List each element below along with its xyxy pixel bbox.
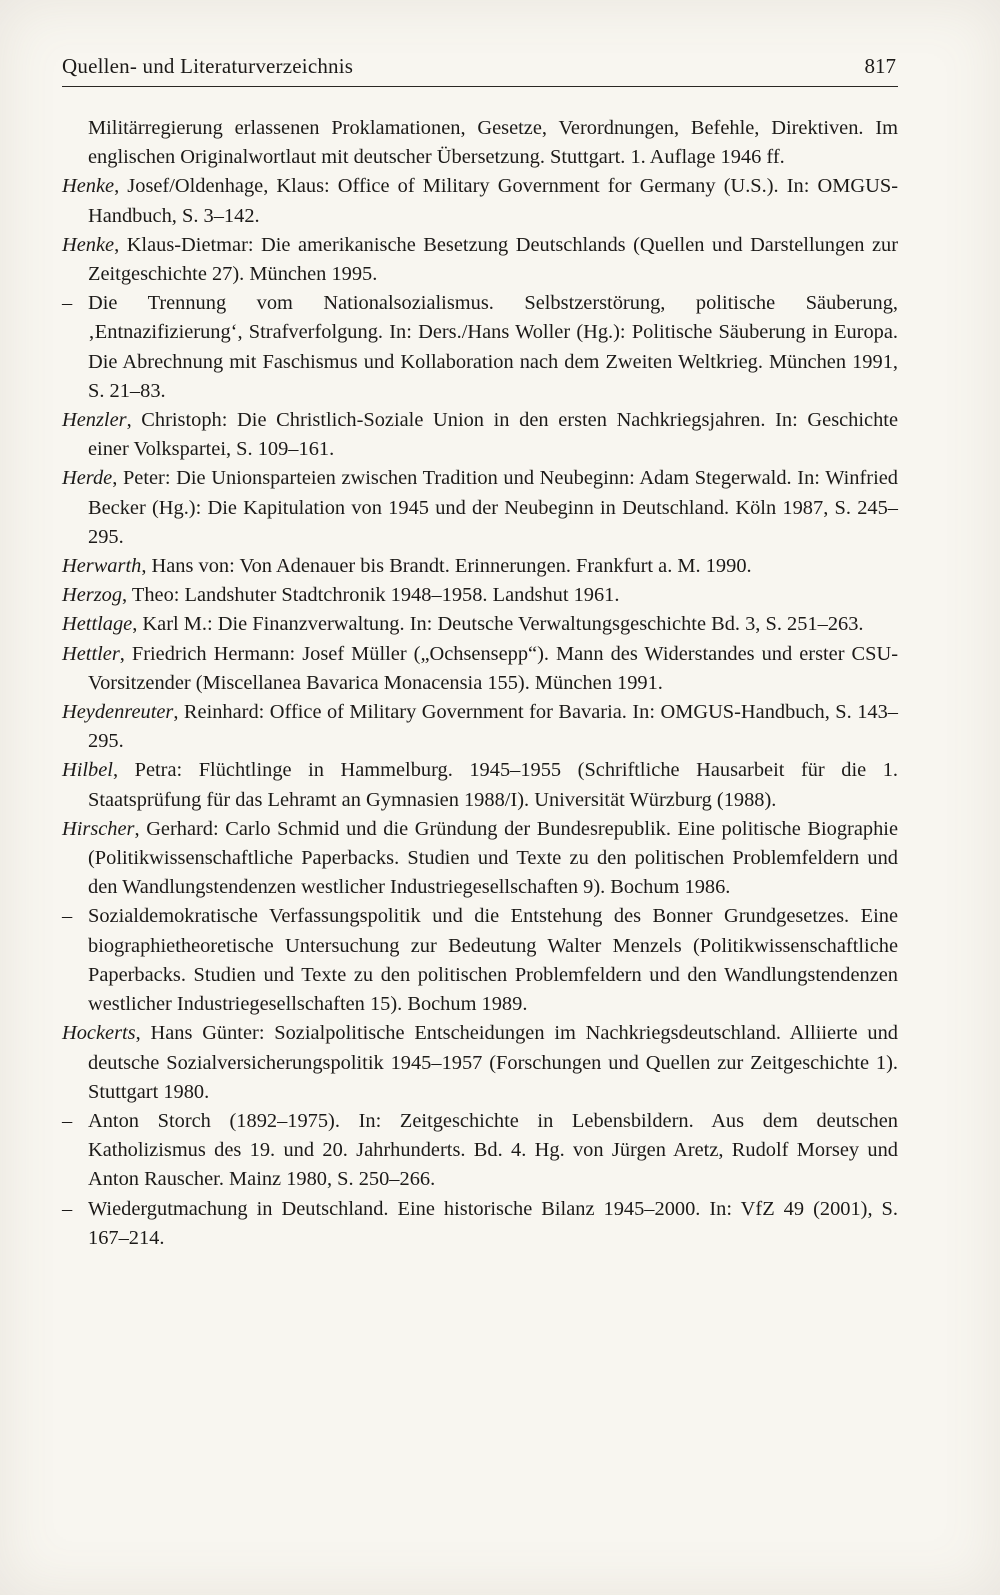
entry-author: Hockerts	[62, 1022, 136, 1045]
entry-text: Die Trennung vom Nationalsozialismus. Selbstzerstörung, politische Säuberung, ‚Entnazifizierung‘, Strafverfolgung. In: Ders./Hans Woller (Hg.): Politische Säuberung in Europa. Die Abrechnung mit Faschismus und Kollaboration nach dem Zweiten Weltkrieg. München 1991, S. 21–83.	[88, 292, 898, 402]
entry-text: Sozialdemokratische Verfassungspolitik und die Entstehung des Bonner Grundgesetzes. Eine biographietheoretische Untersuchung zur Bedeutung Walter Menzels (Politikwissenschaftliche Paperbacks. Studien und Texte zu den politischen Problemfeldern und den Wandlungstendenzen westlicher Industriegesellschaften 15). Bochum 1989.	[88, 905, 898, 1016]
entry-text: , Hans Günter: Sozialpolitische Entscheidungen im Nachkriegsdeutschland. Alliierte und deutsche Sozialversicherungspolitik 1945–1957 (Forschungen und Quellen zur Zeitgeschichte 1). Stuttgart 1980.	[88, 1022, 898, 1103]
entry-author: Herde	[62, 467, 113, 490]
entry-author: Hilbel	[62, 759, 113, 782]
bibliography-entry	[62, 610, 898, 639]
bibliography-entry	[62, 552, 898, 581]
bibliography-entry	[62, 698, 898, 756]
entry-author: Hettlage	[62, 613, 133, 636]
running-header	[62, 52, 898, 87]
entry-text: Anton Storch (1892–1975). In: Zeitgeschichte in Lebensbildern. Aus dem deutschen Katholizismus des 19. und 20. Jahrhunderts. Bd. 4. Hg. von Jürgen Aretz, Rudolf Morsey und Anton Rauscher. Mainz 1980, S. 250–266.	[88, 1109, 898, 1191]
entry-text: , Theo: Landshuter Stadtchronik 1948–1958. Landshut 1961.	[122, 584, 620, 607]
bibliography-entry	[62, 1019, 898, 1107]
entry-dash: –	[62, 905, 73, 928]
bibliography-entry	[62, 902, 898, 1019]
entry-author: Herzog	[62, 584, 123, 607]
entry-dash: –	[62, 292, 73, 315]
bibliography-entry	[62, 406, 898, 464]
bibliography-entry	[62, 1107, 898, 1195]
entry-text: , Petra: Flüchtlinge in Hammelburg. 1945–1955 (Schriftliche Hausarbeit für die 1. Staatsprüfung für das Lehramt an Gymnasien 1988/I). Universität Würzburg (1988).	[88, 759, 898, 811]
entry-author: Henke	[62, 233, 115, 256]
entry-text: , Josef/Oldenhage, Klaus: Office of Military Government for Germany (U.S.). In: OMGUS-Handbuch, S. 3–142.	[88, 175, 898, 227]
entry-text: , Klaus-Dietmar: Die amerikanische Besetzung Deutschlands (Quellen und Darstellungen zur Zeitgeschichte 27). München 1995.	[88, 233, 898, 286]
entry-text: , Peter: Die Unionsparteien zwischen Tradition und Neubeginn: Adam Stegerwald. In: Winfried Becker (Hg.): Die Kapitulation von 1945 und der Neubeginn in Deutschland. Köln 1987, S. 245–295.	[88, 467, 898, 548]
bibliography-entry	[62, 231, 898, 289]
bibliography-entry	[62, 581, 898, 610]
entry-dash: –	[62, 1197, 73, 1220]
bibliography-entry	[62, 464, 898, 552]
entry-text: , Friedrich Hermann: Josef Müller („Ochsensepp“). Mann des Widerstandes und erster CSU-Vorsitzender (Miscellanea Bavarica Monacensia 155). München 1991.	[88, 642, 898, 694]
bibliography-list	[62, 114, 898, 1253]
entry-text: , Karl M.: Die Finanzverwaltung. In: Deutsche Verwaltungsgeschichte Bd. 3, S. 251–263.	[132, 613, 864, 636]
entry-text: Militärregierung erlassenen Proklamationen, Gesetze, Verordnungen, Befehle, Direktiven. Im englischen Originalwortlaut mit deutscher Übersetzung. Stuttgart. 1. Auflage 1946 ff.	[88, 117, 898, 169]
running-header-title: Quellen- und Literaturverzeichnis	[62, 54, 354, 78]
bibliography-entry	[62, 756, 898, 814]
entry-author: Heydenreuter	[62, 701, 174, 724]
entry-author: Henzler	[62, 409, 127, 432]
entry-dash: –	[62, 1109, 73, 1132]
bibliography-entry	[62, 815, 898, 903]
bibliography-entry	[62, 114, 898, 172]
bibliography-entry	[62, 172, 898, 230]
entry-text: , Gerhard: Carlo Schmid und die Gründung der Bundesrepublik. Eine politische Biographie (Politikwissenschaftliche Paperbacks. Studien und Texte zu den politischen Problemfeldern und den Wandlungstendenzen westlicher Industriegesellschaften 9). Bochum 1986.	[88, 817, 898, 899]
entry-text: Wiedergutmachung in Deutschland. Eine historische Bilanz 1945–2000. In: VfZ 49 (2001), S. 167–214.	[88, 1197, 898, 1249]
entry-text: , Hans von: Von Adenauer bis Brandt. Erinnerungen. Frankfurt a. M. 1990.	[141, 555, 752, 578]
page-number: 817	[864, 54, 896, 78]
bibliography-entry	[62, 1195, 898, 1253]
bibliography-entry	[62, 640, 898, 698]
entry-author: Hettler	[62, 642, 120, 665]
entry-text: , Reinhard: Office of Military Government for Bavaria. In: OMGUS-Handbuch, S. 143–295.	[88, 701, 898, 753]
bibliography-entry	[62, 289, 898, 406]
entry-author: Hirscher	[62, 817, 135, 840]
entry-author: Herwarth	[62, 555, 142, 578]
entry-text: , Christoph: Die Christlich-Soziale Union in den ersten Nachkriegsjahren. In: Geschichte einer Volkspartei, S. 109–161.	[88, 409, 898, 461]
entry-author: Henke	[62, 175, 115, 198]
